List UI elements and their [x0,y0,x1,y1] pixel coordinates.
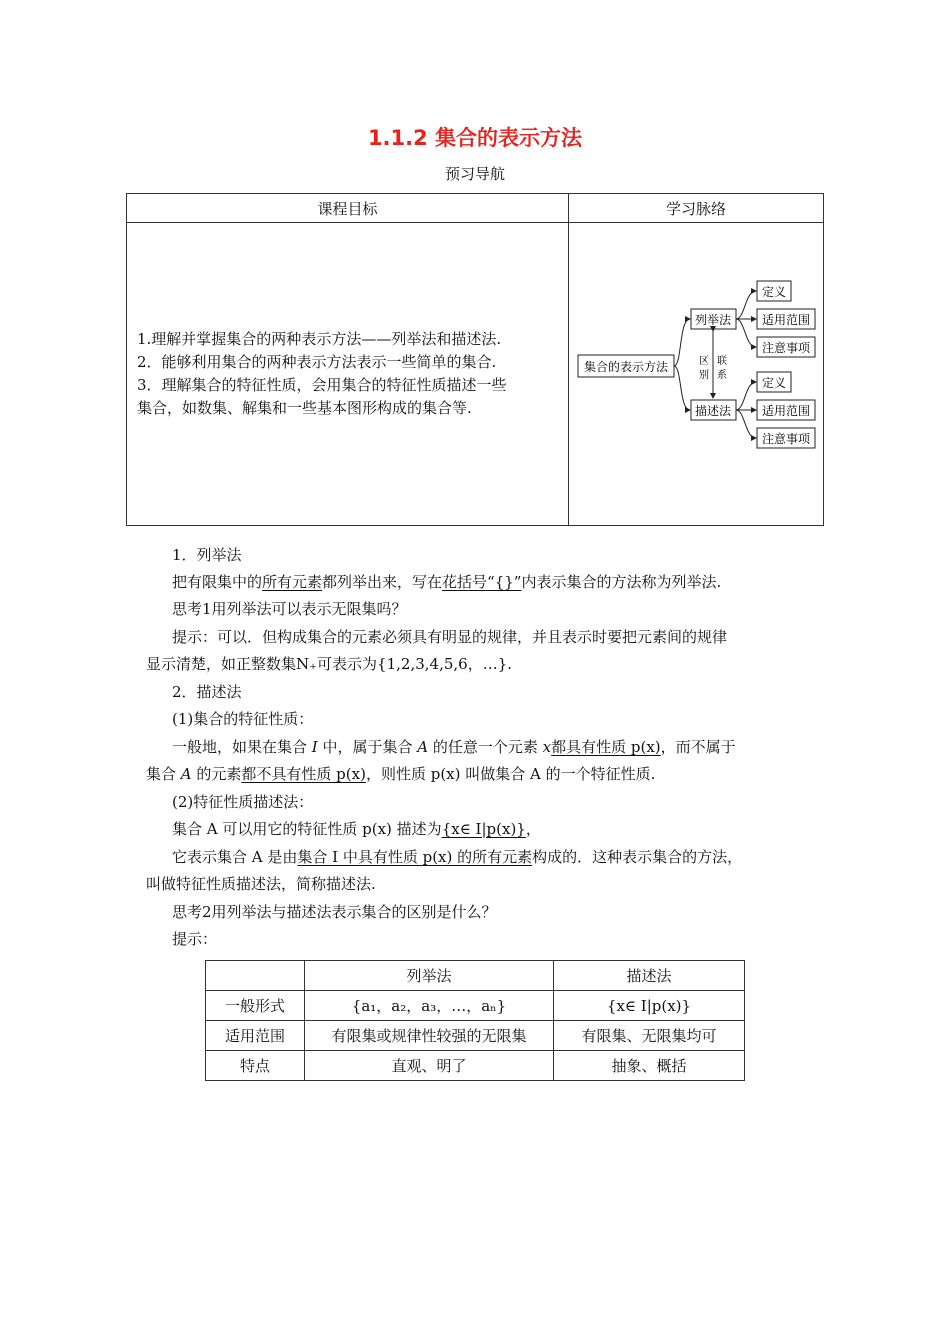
leaf-node-label: 定义 [761,285,787,299]
branch-node-list-label: 列举法 [694,313,732,327]
goal-item: 2．能够利用集合的两种表示方法表示一些简单的集合. [137,353,497,371]
leaf-node-label: 适用范围 [761,313,811,327]
sub-heading-2: (2)特征性质描述法： [172,793,314,811]
sub-heading-1: (1)集合的特征性质： [172,710,314,728]
table-header-cell: 列举法 [305,961,554,991]
leaf-node-label: 注意事项 [761,432,811,446]
table-row [206,1051,745,1081]
diagram-cell [569,223,824,526]
underlined-term: 都不具有性质 p(x) [241,765,366,783]
table-header-cell [206,961,305,991]
underlined-term: 都具有性质 p(x) [551,738,661,756]
hint1-line1: 提示：可以．但构成集合的元素必须具有明显的规律，并且表示时要把元素间的规律 [172,628,728,646]
connector [674,366,690,410]
relation-left-char: 别 [699,370,709,381]
root-node-label: 集合的表示方法 [583,360,669,374]
paragraph-3: 它表示集合 A 是由集合 I 中具有性质 p(x) 的所有元素构成的．这种表示集合的方法， [172,848,743,866]
connector [736,410,756,438]
hint1-line2: 显示清楚，如正整数集N₊可表示为{1,2,3,4,5,6，…}. [146,655,513,673]
page-subtitle: 预习导航 [444,165,505,183]
branch-node-describe-label: 描述法 [694,404,732,418]
hint2-label: 提示： [172,930,218,948]
think-question-2: 思考2用列举法与描述法表示集合的区别是什么？ [172,903,497,921]
table-cell: {a₁，a₂，a₃，…，aₙ} [305,991,554,1021]
section1-definition: 把有限集中的所有元素都列举出来，写在花括号“{}”内表示集合的方法称为列举法. [172,573,722,591]
goal-item: 1.理解并掌握集合的两种表示方法——列举法和描述法. [137,330,502,348]
preview-nav-table [126,193,824,526]
paragraph-2: 集合 A 可以用它的特征性质 p(x) 描述为{x∈ I|p(x)}， [172,820,541,838]
connector [736,291,756,319]
underlined-term: 集合 I 中具有性质 p(x) 的所有元素 [297,848,533,866]
underlined-term: 所有元素 [262,573,323,591]
table-header-cell: 描述法 [554,961,745,991]
table-row [206,991,745,1021]
table-cell: 直观、明了 [305,1051,554,1081]
section2-heading: 2．描述法 [172,683,242,701]
paragraph-1-cont: 集合 A 的元素都不具有性质 p(x)，则性质 p(x) 叫做集合 A 的一个特征性质. [146,765,656,783]
table-cell: 抽象、概括 [554,1051,745,1081]
connector [736,319,756,347]
table-cell: 一般形式 [206,991,305,1021]
table-cell: {x∈ I|p(x)} [554,991,745,1021]
goals-cell [127,223,569,526]
relation-right-char: 联 [717,356,727,367]
table-cell: 适用范围 [206,1021,305,1051]
leaf-node-label: 注意事项 [761,341,811,355]
table-cell: 有限集或规律性较强的无限集 [305,1021,554,1051]
concept-map [569,223,825,521]
goal-item: 3．理解集合的特征性质，会用集合的特征性质描述一些 [137,376,507,394]
table-cell: 特点 [206,1051,305,1081]
section1-heading: 1．列举法 [172,546,242,564]
leaf-node-label: 适用范围 [761,404,811,418]
comparison-table [205,960,745,1081]
leaf-node-label: 定义 [761,376,787,390]
underlined-term: 花括号“{}” [442,573,522,591]
underlined-term: {x∈ I|p(x)} [441,820,526,838]
relation-left-char: 区 [699,356,709,367]
table-cell: 有限集、无限集均可 [554,1021,745,1051]
paragraph-3-cont: 叫做特征性质描述法，简称描述法. [146,875,376,893]
connector [674,319,690,366]
page-title: 1.1.2 集合的表示方法 [367,126,583,150]
context-header: 学习脉络 [569,194,824,223]
goals-header: 课程目标 [127,194,569,223]
relation-right-char: 系 [717,370,727,381]
paragraph-1: 一般地，如果在集合 I 中，属于集合 A 的任意一个元素 x都具有性质 p(x)，而不属于 [172,738,736,756]
goal-item: 集合，如数集、解集和一些基本图形构成的集合等. [137,399,472,417]
think-question-1: 思考1用列举法可以表示无限集吗？ [172,600,407,618]
connector [736,382,756,410]
table-row [206,1021,745,1051]
